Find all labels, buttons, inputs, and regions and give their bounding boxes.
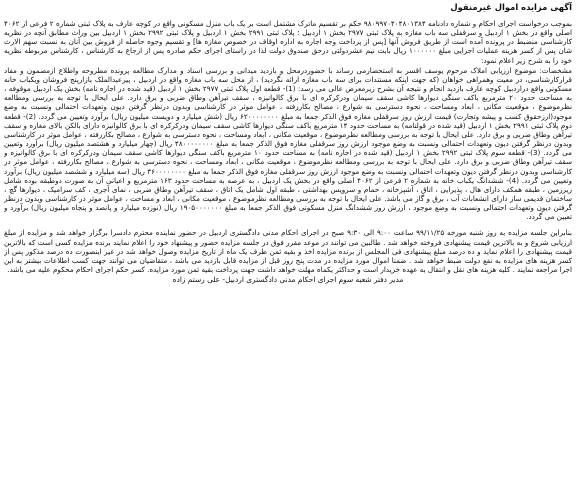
notice-intro: بموجب درخواست اجرای احکام و شماره دادنامه ۹۸۰۹۹۷۰۴۰۴۸۰۱۳۸۴ حکم بر تقسیم ماترک مشتمل است بر یک باب منزل مسکونی واقع در کوچه عارف به پلاک ثبتی شماره ۲ فرعی از ۴۰۶۲ اصلی واقع در بخش ۱ اردبیل و سرقفلی سه باب مغازه به پلاک ثبتی ۲۹۷۷ بخش ۱ اردبیل ؛ پلاک ثبتی ۲۹۹۱ بخش ۱ اردبیل و پلاک ثبتی ۲۹۹۲ بخش ۱ اردبیل بین وراث مطابق آنچه در نظریه کارشناسی منضبط در پرونده آمده است از طریق فروش آنها [پس از پرداخت وجه اجاره به اداره اوقاف در خصوص مغازه ها] و تقسیم وجوه حاصله از فروش بین آنان به نسبت سهم الارث شان پس از کسر هزینه عملیات اجرایی مبلغ ۱۰۰۰۰۰۰ ریال بابت نیم عشردولتی درحق صندوق دولت لذا در راستای اجرای حکم صادره پس از ارجاع به کارشناس ، کارشناس مربوطه نظریه خود را به شرح زیر اعلام نمود: [4, 19, 572, 65]
auction-notice [4, 2, 572, 489]
expert-description: مشخصات: موضوع ارزیابی املاک مرحوم یوسف اقسر به استحضارمی رساند با حضوردرمحل و بازدید میدانی و بررسی اسناد و مدارک مطالعه پرونده مطروحه واطلاع ازمضمون و مفاد قرارکارشناسی، در معیت وهمراهی خواهان (که جهت اینکه مستندات برای سه باب مغازه ارائه نگردید) ، از محل سه باب مغازه واقع در اردبیل ، پیرعبدالملک بازارپنج فروشان ویکباب خانه مسکونی واقع دراردبیل کوچه عارف بازدید انجام و نتیجه آن بشرح زیرمعرض عالی می رسد: (1)- قطعه اول پلاک ثبتی ۲۹۷۷ بخش ۱ اردبیل (قید شده در اجاره نامه) بخش یک اردبیل موقوفه ، به مساحت حدود ۲۰ مترمربع باکف سنگی دیوارها کاشی سقف سیمان ودرکرکره ای با برق کالوانیزه ، سقف تیرآهن وطاق ضربی و برق دارد. علی ایحال با توجه به بررسی ومطالعه نظرموضوع ، موقعیت مکانی ، ابعاد ومساحت ، نحوه دسترسی به شوارع ، مصالح بکاررفته ، عوامل موثر در کارشناسی وبدون درنظر گرفتن دیون وتعهدات احتمالی ونسبت به وضع موجود(ارزحقوق کسب و پیشه وتجارت) قیمت ارزش روز سرقفلی مغازه فوق الذکر جمعا به مبلغ ۶۲۰۰۰۰۰۰۰۰ ریال (شش میلیارد و دویست میلیون ریال) برآورد وتعیین می گردد. (2)- قطعه دوم پلاک ثبتی ۲۹۹۱ بخش ۱ اردبیل (قید شده در قولنامه) به مساحت حدود ۱۴ مترمربع باکف سنگی دیوارها کاشی سقف سیمان ودرکرکره ای با برق کالوانیزه دارای بالکن بالای مغازه و سقف تیرآهن وطاق ضربی و برق دارد. علی ایحال با توجه به بررسی ومطالعه نظرموضوع ، موقعیت مکانی ، ابعاد ومساحت ، نحوه دسترسی به شوارع ، مصالح بکاررفته ، عوامل موثر در کارشناسی وبدون درنظر گرفتن دیون وتعهدات احتمالی ونسبت به وضع موجود ارزش روز سرقفلی مغازه فوق الذکر جمعا به مبلغ ۴۸۰۰۰۰۰۰۰۰ ریال (چهار میلیارد و هشتصد میلیون ریال) برآورد وتعیین می گردد. (3)- قطعه سوم پلاک ثبتی ۲۹۹۲ بخش ۱ اردبیل (قید شده در اجاره نامه) به مساحت حدود ۱۰ مترمربع باکف سنگی دیوارها کاشی سقف سیمان ودرکرکره ای با برق کالوانیزه و سقف تیرآهن وطاق ضربی و برق دارد. علی ایحال با توجه به بررسی ومطالعه نظرموضوع ، موقعیت مکانی ، ابعاد ومساحت ، نحوه دسترسی به شوارع ، مصالح بکاررفته ، عوامل موثر در کارشناسی وبدون درنظر گرفتن دیون وتعهدات احتمالی ونسبت به وضع موجود ارزش روز سرقفلی مغازه فوق الذکر جمعا به مبلغ ۳۶۰۰۰۰۰۰۰۰ ریال (سه میلیارد و ششصد میلیون ریال) برآورد وتعیین می گردد. (4)- ششدانگ یکباب خانه به شماره ۲ فرعی از ۴۰۶۲ اصلی واقع در بخش یک اردبیل ، به عرصه به مساحت حدود ۱۶۳ مترمربع و اعیانی آن به صورت دوطبقه بوده شامل زیرزمین ، طبقه همکف دارای هال ، پذیرایی ، اتاق ، آشپزخانه ، حمام و سرویس بهداشتی ، طبقه اول شامل یک اتاق ، سقف تیرآهن وطاق ضربی ، نمای آجری ، کف سرامیک ، دیوارها گچ ، ساختمان قدیمی ساز دارای انشعابات آب ، برق و گاز می باشد. علی ایحال با توجه به بررسی ومطالعه نظرموضوع ، موقعیت مکانی ، ابعاد و مساحت ، عوامل موثر در کارشناسی وبدون درنظر گرفتن دیون وتعهدات احتمالی ونسبت به وضع موجود ، ارزش روز ششدانگ منزل مسکونی فوق الذکر جمعا به مبلغ ۱۹۰۵۰۰۰۰۰۰۰ ریال (نوزده میلیارد و پانصد و پنجاه میلیون ریال) برآورد و تعیین می گردد. [4, 65, 572, 222]
auction-terms: بنابراین جلسه مزایده به روز شنبه مورخه ۹۹/۱۱/۲۵ ساعت ۹:۰۰ الی ۹:۳۰ صبح در اجرای احکام مدنی دادگستری اردبیل در حضور نماینده محترم دادسرا برگزار خواهد شد و مزایده از مبلغ ارزیابی شروع و به بالاترین قیمت پیشنهادی فروخته خواهد شد . طالبین می توانند در موعد مقرر فوق در جلسه مزایده حضور و پیشنهاد خود را اعلام نمایند برنده مزایده کسی است که بالاترین قیمت پیشنهادی را اعلام نماید و ده درصد مبلغ پیشنهادی فی المجلس از برنده مزایده اخذ و بقیه ثمن ظرف یک ماه از تاریخ مزایده وصول خواهد شد در غیر اینصورت ده درصد مذکور پس از کسر هزینه های مزایده به نفع دولت ضبط خواهد شد . ضمنا اموال مورد مزایده در مدت پنج روز قبل از مزایده قابل بازدید می باشد ، متقاضیان می توانند جهت کسب اطلاعات بیشتر به این اجرا مراجعه نمایند . کلیه هزینه های نقل و انتقال به عهده خریدار است و حداکثر یکماه مهلت خواهد داشت جهت پرداخت بقیه ثمن مورد مزایده. کسر حکم اجرای احکام محکوم علیه می باشد. [4, 228, 572, 275]
signature-line: مدیر دفتر شعبه سوم اجرای احکام مدنی دادگستری اردبیل- علی رستم زاده [172, 275, 404, 285]
notice-title: آگهی مزایده اموال غیرمنقول [450, 2, 572, 12]
